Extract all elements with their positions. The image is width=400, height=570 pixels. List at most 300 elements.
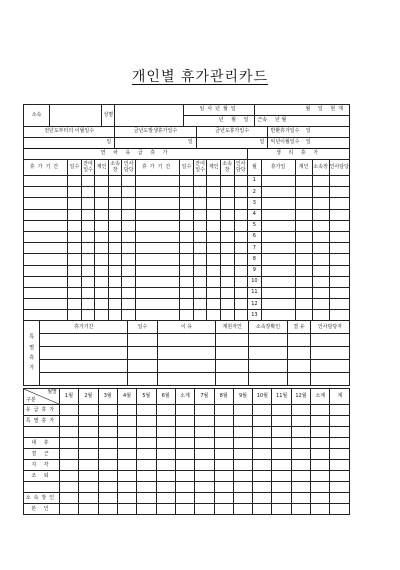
monthly-cell[interactable] xyxy=(59,504,78,515)
monthly-cell[interactable] xyxy=(311,449,330,460)
monthly-cell[interactable] xyxy=(79,493,98,504)
annual-leave-cell[interactable] xyxy=(193,209,207,220)
monthly-cell[interactable] xyxy=(195,416,214,427)
annual-leave-cell[interactable] xyxy=(24,176,68,187)
monthly-cell[interactable] xyxy=(59,438,78,449)
menstrual-leave-cell[interactable] xyxy=(295,287,312,298)
menstrual-leave-cell[interactable] xyxy=(329,310,349,321)
monthly-cell[interactable] xyxy=(195,493,214,504)
annual-leave-cell[interactable] xyxy=(234,176,248,187)
special-leave-cell[interactable] xyxy=(288,373,311,386)
monthly-cell[interactable] xyxy=(137,438,156,449)
monthly-cell[interactable] xyxy=(233,460,252,471)
menstrual-leave-cell[interactable] xyxy=(329,220,349,231)
special-leave-cell[interactable] xyxy=(310,360,349,373)
annual-leave-cell[interactable] xyxy=(136,299,180,310)
monthly-cell[interactable] xyxy=(253,460,272,471)
special-leave-cell[interactable] xyxy=(216,334,249,347)
used-days-value[interactable]: 일 xyxy=(196,138,268,149)
menstrual-leave-cell[interactable] xyxy=(312,299,329,310)
annual-leave-cell[interactable] xyxy=(108,299,122,310)
monthly-cell[interactable] xyxy=(98,493,117,504)
monthly-cell[interactable] xyxy=(291,438,310,449)
annual-leave-cell[interactable] xyxy=(136,209,180,220)
annual-leave-cell[interactable] xyxy=(122,243,136,254)
monthly-cell[interactable] xyxy=(117,416,136,427)
annual-leave-cell[interactable] xyxy=(108,254,122,265)
monthly-cell[interactable] xyxy=(59,460,78,471)
annual-leave-cell[interactable] xyxy=(81,310,95,321)
special-leave-cell[interactable] xyxy=(216,347,249,360)
annual-leave-cell[interactable] xyxy=(68,220,82,231)
annual-leave-cell[interactable] xyxy=(180,209,194,220)
monthly-cell[interactable] xyxy=(253,427,272,438)
annual-leave-cell[interactable] xyxy=(234,243,248,254)
menstrual-leave-cell[interactable] xyxy=(261,276,295,287)
monthly-cell[interactable] xyxy=(272,460,291,471)
monthly-cell[interactable] xyxy=(311,482,330,493)
menstrual-leave-cell[interactable] xyxy=(261,176,295,187)
special-leave-cell[interactable] xyxy=(288,360,311,373)
annual-leave-cell[interactable] xyxy=(122,265,136,276)
annual-leave-cell[interactable] xyxy=(95,187,109,198)
special-leave-cell[interactable] xyxy=(128,347,157,360)
monthly-cell[interactable] xyxy=(175,405,194,416)
annual-leave-cell[interactable] xyxy=(108,310,122,321)
annual-leave-cell[interactable] xyxy=(234,310,248,321)
annual-leave-cell[interactable] xyxy=(180,287,194,298)
annual-leave-cell[interactable] xyxy=(136,276,180,287)
annual-leave-cell[interactable] xyxy=(122,209,136,220)
menstrual-leave-cell[interactable] xyxy=(261,198,295,209)
monthly-cell[interactable] xyxy=(156,405,175,416)
annual-leave-cell[interactable] xyxy=(207,231,221,242)
menstrual-leave-cell[interactable] xyxy=(261,265,295,276)
monthly-cell[interactable] xyxy=(59,405,78,416)
annual-leave-cell[interactable] xyxy=(193,254,207,265)
monthly-cell[interactable] xyxy=(79,482,98,493)
monthly-cell[interactable] xyxy=(291,460,310,471)
menstrual-leave-cell[interactable] xyxy=(329,209,349,220)
menstrual-leave-cell[interactable] xyxy=(295,176,312,187)
menstrual-leave-cell[interactable] xyxy=(312,198,329,209)
annual-leave-cell[interactable] xyxy=(207,310,221,321)
monthly-cell[interactable] xyxy=(137,493,156,504)
annual-leave-cell[interactable] xyxy=(108,220,122,231)
monthly-cell[interactable] xyxy=(98,482,117,493)
annual-leave-cell[interactable] xyxy=(136,265,180,276)
annual-leave-cell[interactable] xyxy=(193,276,207,287)
annual-leave-cell[interactable] xyxy=(220,243,234,254)
annual-leave-cell[interactable] xyxy=(24,254,68,265)
annual-leave-cell[interactable] xyxy=(234,287,248,298)
monthly-cell[interactable] xyxy=(117,504,136,515)
monthly-cell[interactable] xyxy=(330,493,350,504)
annual-leave-cell[interactable] xyxy=(122,220,136,231)
menstrual-leave-cell[interactable] xyxy=(261,231,295,242)
menstrual-leave-cell[interactable] xyxy=(312,276,329,287)
monthly-cell[interactable] xyxy=(79,471,98,482)
annual-leave-cell[interactable] xyxy=(108,209,122,220)
monthly-cell[interactable] xyxy=(98,405,117,416)
annual-leave-cell[interactable] xyxy=(81,243,95,254)
monthly-cell[interactable] xyxy=(291,504,310,515)
monthly-cell[interactable] xyxy=(79,416,98,427)
menstrual-leave-cell[interactable] xyxy=(329,187,349,198)
annual-leave-cell[interactable] xyxy=(220,254,234,265)
monthly-cell[interactable] xyxy=(175,460,194,471)
monthly-cell[interactable] xyxy=(214,493,233,504)
annual-leave-cell[interactable] xyxy=(24,299,68,310)
annual-leave-cell[interactable] xyxy=(122,176,136,187)
annual-leave-cell[interactable] xyxy=(24,243,68,254)
annual-leave-cell[interactable] xyxy=(193,198,207,209)
annual-leave-cell[interactable] xyxy=(108,243,122,254)
annual-leave-cell[interactable] xyxy=(207,209,221,220)
annual-leave-cell[interactable] xyxy=(180,231,194,242)
monthly-cell[interactable] xyxy=(233,471,252,482)
menstrual-leave-cell[interactable] xyxy=(312,265,329,276)
menstrual-leave-cell[interactable] xyxy=(329,276,349,287)
monthly-cell[interactable] xyxy=(272,504,291,515)
monthly-cell[interactable] xyxy=(272,482,291,493)
annual-leave-cell[interactable] xyxy=(95,243,109,254)
monthly-cell[interactable] xyxy=(175,416,194,427)
monthly-cell[interactable] xyxy=(272,471,291,482)
monthly-cell[interactable] xyxy=(137,504,156,515)
monthly-cell[interactable] xyxy=(253,416,272,427)
annual-leave-cell[interactable] xyxy=(95,198,109,209)
special-leave-cell[interactable] xyxy=(157,373,216,386)
annual-leave-cell[interactable] xyxy=(122,310,136,321)
annual-leave-cell[interactable] xyxy=(24,265,68,276)
monthly-cell[interactable] xyxy=(214,504,233,515)
monthly-cell[interactable] xyxy=(137,449,156,460)
special-leave-cell[interactable] xyxy=(157,360,216,373)
monthly-cell[interactable] xyxy=(253,438,272,449)
annual-leave-cell[interactable] xyxy=(81,220,95,231)
prev-days-value[interactable]: 일 xyxy=(115,138,197,149)
monthly-cell[interactable] xyxy=(330,427,350,438)
menstrual-leave-cell[interactable] xyxy=(312,176,329,187)
monthly-cell[interactable] xyxy=(233,482,252,493)
annual-leave-cell[interactable] xyxy=(207,276,221,287)
annual-leave-cell[interactable] xyxy=(122,254,136,265)
menstrual-leave-cell[interactable] xyxy=(261,287,295,298)
annual-leave-cell[interactable] xyxy=(122,231,136,242)
monthly-cell[interactable] xyxy=(117,482,136,493)
monthly-cell[interactable] xyxy=(195,449,214,460)
special-leave-cell[interactable] xyxy=(40,373,128,386)
monthly-cell[interactable] xyxy=(137,482,156,493)
annual-leave-cell[interactable] xyxy=(193,220,207,231)
monthly-cell[interactable] xyxy=(214,405,233,416)
monthly-cell[interactable] xyxy=(79,438,98,449)
annual-leave-cell[interactable] xyxy=(180,310,194,321)
monthly-cell[interactable] xyxy=(272,427,291,438)
monthly-cell[interactable] xyxy=(253,471,272,482)
annual-leave-cell[interactable] xyxy=(193,243,207,254)
annual-leave-cell[interactable] xyxy=(220,299,234,310)
monthly-cell[interactable] xyxy=(175,438,194,449)
monthly-cell[interactable] xyxy=(253,504,272,515)
annual-leave-cell[interactable] xyxy=(81,299,95,310)
monthly-cell[interactable] xyxy=(98,460,117,471)
special-leave-cell[interactable] xyxy=(248,373,287,386)
annual-leave-cell[interactable] xyxy=(81,198,95,209)
special-leave-cell[interactable] xyxy=(157,347,216,360)
monthly-cell[interactable] xyxy=(233,416,252,427)
annual-leave-cell[interactable] xyxy=(193,299,207,310)
menstrual-leave-cell[interactable] xyxy=(312,243,329,254)
menstrual-leave-cell[interactable] xyxy=(295,198,312,209)
annual-leave-cell[interactable] xyxy=(24,198,68,209)
annual-leave-cell[interactable] xyxy=(180,243,194,254)
menstrual-leave-cell[interactable] xyxy=(329,176,349,187)
monthly-cell[interactable] xyxy=(117,427,136,438)
monthly-cell[interactable] xyxy=(156,471,175,482)
annual-leave-cell[interactable] xyxy=(180,299,194,310)
monthly-cell[interactable] xyxy=(117,405,136,416)
monthly-cell[interactable] xyxy=(117,460,136,471)
annual-leave-cell[interactable] xyxy=(136,310,180,321)
hire-date-value[interactable]: 년 월 일 xyxy=(183,116,255,127)
monthly-cell[interactable] xyxy=(175,449,194,460)
monthly-cell[interactable] xyxy=(137,416,156,427)
monthly-cell[interactable] xyxy=(59,449,78,460)
annual-leave-cell[interactable] xyxy=(220,265,234,276)
annual-leave-cell[interactable] xyxy=(180,176,194,187)
menstrual-leave-cell[interactable] xyxy=(329,243,349,254)
menstrual-leave-cell[interactable] xyxy=(329,231,349,242)
annual-leave-cell[interactable] xyxy=(68,176,82,187)
annual-leave-cell[interactable] xyxy=(207,254,221,265)
annual-leave-cell[interactable] xyxy=(108,276,122,287)
monthly-cell[interactable] xyxy=(98,471,117,482)
annual-leave-cell[interactable] xyxy=(68,209,82,220)
special-leave-cell[interactable] xyxy=(288,347,311,360)
menstrual-leave-cell[interactable] xyxy=(312,254,329,265)
monthly-cell[interactable] xyxy=(79,449,98,460)
menstrual-leave-cell[interactable] xyxy=(312,287,329,298)
menstrual-leave-cell[interactable] xyxy=(295,243,312,254)
monthly-cell[interactable] xyxy=(330,438,350,449)
menstrual-leave-cell[interactable] xyxy=(295,310,312,321)
special-leave-cell[interactable] xyxy=(128,373,157,386)
special-leave-cell[interactable] xyxy=(216,360,249,373)
annual-leave-cell[interactable] xyxy=(81,254,95,265)
menstrual-leave-cell[interactable] xyxy=(295,187,312,198)
monthly-cell[interactable] xyxy=(156,504,175,515)
monthly-cell[interactable] xyxy=(291,427,310,438)
monthly-cell[interactable] xyxy=(137,405,156,416)
monthly-cell[interactable] xyxy=(311,471,330,482)
monthly-cell[interactable] xyxy=(156,482,175,493)
monthly-cell[interactable] xyxy=(59,482,78,493)
monthly-cell[interactable] xyxy=(175,427,194,438)
annual-leave-cell[interactable] xyxy=(220,198,234,209)
monthly-cell[interactable] xyxy=(59,427,78,438)
menstrual-leave-cell[interactable] xyxy=(312,231,329,242)
monthly-cell[interactable] xyxy=(291,416,310,427)
monthly-cell[interactable] xyxy=(272,405,291,416)
annual-leave-cell[interactable] xyxy=(95,176,109,187)
menstrual-leave-cell[interactable] xyxy=(261,209,295,220)
monthly-cell[interactable] xyxy=(272,449,291,460)
special-leave-cell[interactable] xyxy=(248,347,287,360)
annual-leave-cell[interactable] xyxy=(95,276,109,287)
annual-leave-cell[interactable] xyxy=(68,265,82,276)
monthly-cell[interactable] xyxy=(98,504,117,515)
monthly-cell[interactable] xyxy=(79,504,98,515)
menstrual-leave-cell[interactable] xyxy=(329,265,349,276)
annual-leave-cell[interactable] xyxy=(24,276,68,287)
special-leave-cell[interactable] xyxy=(128,334,157,347)
annual-leave-cell[interactable] xyxy=(234,209,248,220)
special-leave-cell[interactable] xyxy=(40,347,128,360)
monthly-cell[interactable] xyxy=(272,493,291,504)
menstrual-leave-cell[interactable] xyxy=(329,254,349,265)
monthly-cell[interactable] xyxy=(117,449,136,460)
monthly-cell[interactable] xyxy=(117,493,136,504)
annual-leave-cell[interactable] xyxy=(220,187,234,198)
monthly-cell[interactable] xyxy=(311,416,330,427)
menstrual-leave-cell[interactable] xyxy=(295,265,312,276)
annual-leave-cell[interactable] xyxy=(122,276,136,287)
monthly-cell[interactable] xyxy=(233,438,252,449)
special-leave-cell[interactable] xyxy=(310,347,349,360)
annual-leave-cell[interactable] xyxy=(193,287,207,298)
monthly-cell[interactable] xyxy=(214,482,233,493)
monthly-cell[interactable] xyxy=(311,504,330,515)
menstrual-leave-cell[interactable] xyxy=(329,287,349,298)
annual-leave-cell[interactable] xyxy=(122,187,136,198)
menstrual-leave-cell[interactable] xyxy=(329,299,349,310)
annual-leave-cell[interactable] xyxy=(207,265,221,276)
monthly-cell[interactable] xyxy=(330,405,350,416)
menstrual-leave-cell[interactable] xyxy=(261,299,295,310)
annual-leave-cell[interactable] xyxy=(193,265,207,276)
annual-leave-cell[interactable] xyxy=(136,287,180,298)
annual-leave-cell[interactable] xyxy=(81,187,95,198)
monthly-cell[interactable] xyxy=(214,438,233,449)
special-leave-cell[interactable] xyxy=(288,334,311,347)
annual-leave-cell[interactable] xyxy=(136,176,180,187)
special-leave-cell[interactable] xyxy=(248,360,287,373)
annual-leave-cell[interactable] xyxy=(108,176,122,187)
menstrual-leave-cell[interactable] xyxy=(312,310,329,321)
annual-leave-cell[interactable] xyxy=(68,254,82,265)
monthly-cell[interactable] xyxy=(214,471,233,482)
monthly-cell[interactable] xyxy=(291,449,310,460)
menstrual-leave-cell[interactable] xyxy=(295,209,312,220)
annual-leave-cell[interactable] xyxy=(81,276,95,287)
annual-leave-cell[interactable] xyxy=(234,220,248,231)
annual-leave-cell[interactable] xyxy=(220,231,234,242)
annual-leave-cell[interactable] xyxy=(108,187,122,198)
monthly-cell[interactable] xyxy=(117,438,136,449)
annual-leave-cell[interactable] xyxy=(207,287,221,298)
annual-leave-cell[interactable] xyxy=(68,231,82,242)
tenure-cell[interactable] xyxy=(255,116,350,127)
monthly-cell[interactable] xyxy=(291,482,310,493)
special-leave-cell[interactable] xyxy=(40,360,128,373)
monthly-cell[interactable] xyxy=(253,449,272,460)
monthly-cell[interactable] xyxy=(59,493,78,504)
monthly-cell[interactable] xyxy=(214,416,233,427)
special-leave-cell[interactable] xyxy=(128,360,157,373)
monthly-cell[interactable] xyxy=(233,493,252,504)
annual-leave-cell[interactable] xyxy=(108,231,122,242)
monthly-cell[interactable] xyxy=(59,471,78,482)
annual-leave-cell[interactable] xyxy=(193,187,207,198)
monthly-cell[interactable] xyxy=(195,460,214,471)
annual-leave-cell[interactable] xyxy=(193,176,207,187)
annual-leave-cell[interactable] xyxy=(220,310,234,321)
monthly-cell[interactable] xyxy=(195,427,214,438)
monthly-cell[interactable] xyxy=(195,504,214,515)
monthly-cell[interactable] xyxy=(175,482,194,493)
monthly-cell[interactable] xyxy=(195,405,214,416)
monthly-cell[interactable] xyxy=(214,449,233,460)
special-leave-cell[interactable] xyxy=(157,334,216,347)
monthly-cell[interactable] xyxy=(214,460,233,471)
annual-leave-cell[interactable] xyxy=(220,209,234,220)
monthly-cell[interactable] xyxy=(330,482,350,493)
monthly-cell[interactable] xyxy=(195,438,214,449)
monthly-cell[interactable] xyxy=(253,405,272,416)
annual-leave-cell[interactable] xyxy=(234,299,248,310)
monthly-cell[interactable] xyxy=(98,449,117,460)
special-leave-cell[interactable] xyxy=(310,373,349,386)
annual-leave-cell[interactable] xyxy=(68,198,82,209)
menstrual-leave-cell[interactable] xyxy=(312,220,329,231)
monthly-cell[interactable] xyxy=(330,449,350,460)
annual-leave-cell[interactable] xyxy=(81,209,95,220)
annual-leave-cell[interactable] xyxy=(234,265,248,276)
annual-leave-cell[interactable] xyxy=(136,198,180,209)
menstrual-leave-cell[interactable] xyxy=(261,310,295,321)
annual-leave-cell[interactable] xyxy=(234,231,248,242)
monthly-cell[interactable] xyxy=(79,405,98,416)
carry-over-value[interactable]: 일 xyxy=(24,138,115,149)
annual-leave-cell[interactable] xyxy=(108,265,122,276)
annual-leave-cell[interactable] xyxy=(24,209,68,220)
monthly-cell[interactable] xyxy=(98,427,117,438)
monthly-cell[interactable] xyxy=(175,471,194,482)
menstrual-leave-cell[interactable] xyxy=(261,187,295,198)
annual-leave-cell[interactable] xyxy=(234,198,248,209)
monthly-cell[interactable] xyxy=(311,427,330,438)
monthly-cell[interactable] xyxy=(98,416,117,427)
annual-leave-cell[interactable] xyxy=(68,310,82,321)
annual-leave-cell[interactable] xyxy=(68,187,82,198)
monthly-cell[interactable] xyxy=(253,493,272,504)
monthly-cell[interactable] xyxy=(330,416,350,427)
menstrual-leave-cell[interactable] xyxy=(295,276,312,287)
monthly-cell[interactable] xyxy=(137,427,156,438)
annual-leave-cell[interactable] xyxy=(108,287,122,298)
annual-leave-cell[interactable] xyxy=(180,265,194,276)
monthly-cell[interactable] xyxy=(156,449,175,460)
annual-leave-cell[interactable] xyxy=(24,231,68,242)
annual-leave-cell[interactable] xyxy=(122,287,136,298)
annual-leave-cell[interactable] xyxy=(136,243,180,254)
annual-leave-cell[interactable] xyxy=(207,299,221,310)
special-leave-cell[interactable] xyxy=(40,334,128,347)
annual-leave-cell[interactable] xyxy=(81,287,95,298)
annual-leave-cell[interactable] xyxy=(68,276,82,287)
